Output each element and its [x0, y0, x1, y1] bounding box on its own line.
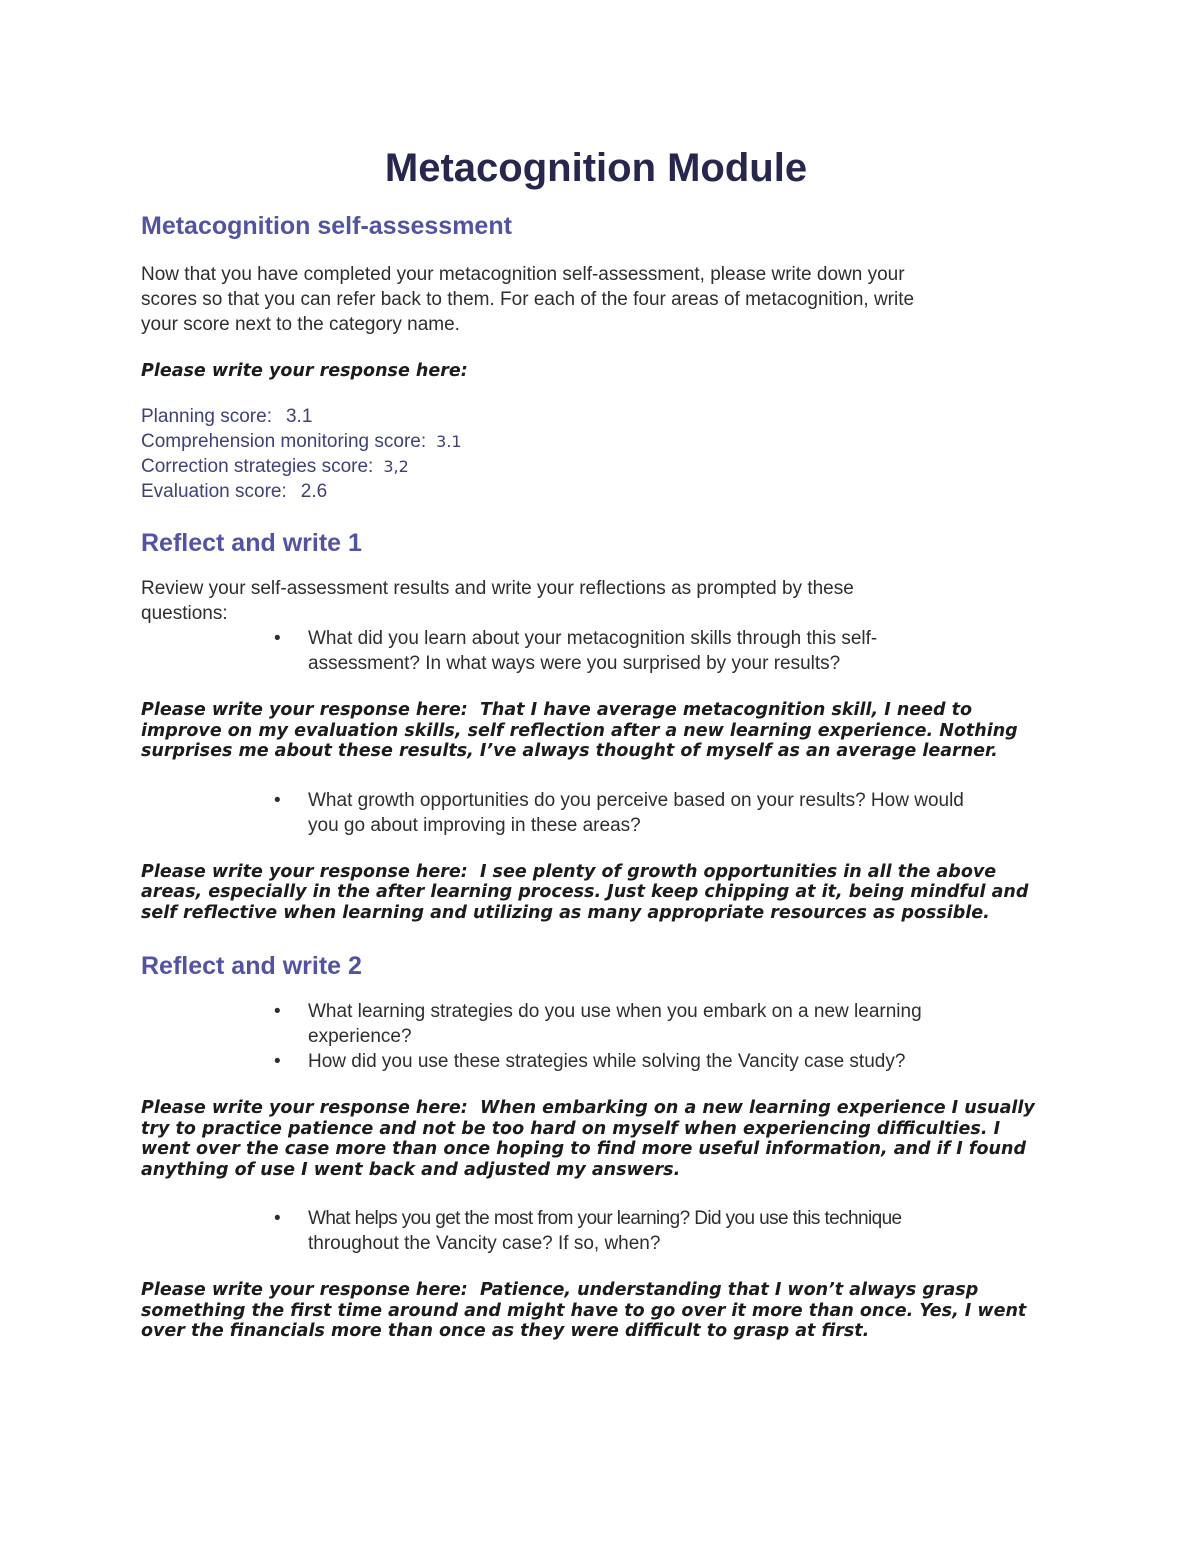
score-value: 3.1	[436, 432, 462, 451]
section2-response-2	[141, 862, 1061, 924]
bullet-icon: •	[274, 1208, 281, 1229]
page-title: Metacognition Module	[384, 146, 808, 190]
question-line: What learning strategies do you use when you embark on a new learning	[308, 1001, 922, 1022]
document-page	[141, 140, 1061, 1342]
response-line: When embarking on a new learning experience I usually	[479, 1098, 1035, 1118]
list-item	[274, 1206, 1068, 1256]
response-label: Please write your response here:	[141, 1098, 468, 1118]
question-line: assessment? In what ways were you surprised by your results?	[308, 653, 841, 674]
question-line: How did you use these strategies while solving the Vancity case study?	[308, 1051, 906, 1072]
score-value: 3.1	[285, 406, 313, 427]
list-item	[274, 999, 1068, 1049]
score-row-planning	[141, 404, 1061, 429]
question-line: What helps you get the most from your learning? Did you use this technique	[308, 1208, 902, 1229]
section-heading-self-assessment: Metacognition self-assessment	[141, 212, 512, 240]
question-line: experience?	[308, 1026, 412, 1047]
score-value: 3,2	[383, 457, 409, 476]
response-label: Please write your response here:	[141, 1280, 468, 1300]
list-item	[274, 626, 1068, 676]
response-line: I see plenty of growth opportunities in all the above	[479, 861, 997, 882]
section3-question-list-1	[141, 999, 1061, 1074]
response-line: went over the case more than once hoping to find more useful information, and if I found	[141, 1139, 1026, 1159]
section2-question-list-1	[141, 626, 1061, 676]
section2-response-1	[141, 700, 1061, 762]
response-line: over the financials more than once as they were difficult to grasp at first.	[141, 1321, 870, 1341]
response-line: something the first time around and might have to go over it more than once. Yes, I went	[141, 1300, 1027, 1321]
score-row-comprehension	[141, 429, 1061, 454]
section1-intro-line3: your score next to the category name.	[141, 314, 460, 335]
score-label: Planning score:	[141, 406, 272, 427]
response-line: anything of use I went back and adjusted my answers.	[141, 1159, 681, 1180]
question-line: throughout the Vancity case? If so, when?	[308, 1233, 661, 1254]
section2-intro-line2: questions:	[141, 603, 228, 624]
section-heading-reflect-1: Reflect and write 1	[141, 529, 362, 557]
list-item	[274, 788, 1068, 838]
response-label: Please write your response here:	[141, 700, 468, 720]
bullet-icon: •	[274, 1001, 281, 1022]
bullet-icon: •	[274, 628, 281, 649]
section1-intro-line1: Now that you have completed your metacognition self-assessment, please write down your	[141, 264, 905, 285]
section3-response-1	[141, 1098, 1061, 1180]
section3-response-2	[141, 1280, 1061, 1342]
response-line: surprises me about these results, I’ve always thought of myself as an average learner.	[141, 741, 998, 761]
question-line: What did you learn about your metacognition skills through this self-	[308, 628, 878, 649]
section1-prompt: Please write your response here:	[141, 361, 468, 381]
response-line: Patience, understanding that I won’t always grasp	[479, 1280, 979, 1300]
response-line: self reflective when learning and utilizing as many appropriate resources as possible.	[141, 902, 990, 923]
response-line: areas, especially in the after learning process. Just keep chipping at it, being mindful and	[141, 882, 1029, 902]
section1-intro	[141, 262, 1061, 337]
score-row-correction	[141, 454, 1061, 479]
score-label: Evaluation score:	[141, 481, 287, 502]
question-line: you go about improving in these areas?	[308, 814, 641, 836]
section2-intro-line1: Review your self-assessment results and write your reflections as prompted by these	[141, 578, 854, 599]
response-line: That I have average metacognition skill, I need to	[479, 700, 973, 720]
response-line: try to practice patience and not be too hard on myself when experiencing difficulties. I	[141, 1118, 1001, 1139]
section3-question-list-2	[141, 1206, 1061, 1256]
list-item	[274, 1049, 1068, 1074]
score-value: 2.6	[300, 481, 328, 502]
response-label: Please write your response here:	[141, 861, 468, 882]
score-list	[141, 404, 1061, 504]
score-row-evaluation	[141, 479, 1061, 504]
bullet-icon: •	[274, 1051, 281, 1072]
question-line: What growth opportunities do you perceive based on your results? How would	[308, 789, 964, 811]
section1-intro-line2: scores so that you can refer back to them. For each of the four areas of metacognition, write	[141, 289, 915, 310]
section2-question-list-2	[141, 788, 1061, 838]
section-heading-reflect-2: Reflect and write 2	[141, 952, 362, 980]
response-line: improve on my evaluation skills, self reflection after a new learning experience. Nothing	[141, 720, 1018, 741]
score-label: Comprehension monitoring score:	[141, 431, 427, 452]
section2-intro	[141, 576, 1061, 626]
bullet-icon: •	[274, 789, 281, 811]
score-label: Correction strategies score:	[141, 456, 374, 477]
